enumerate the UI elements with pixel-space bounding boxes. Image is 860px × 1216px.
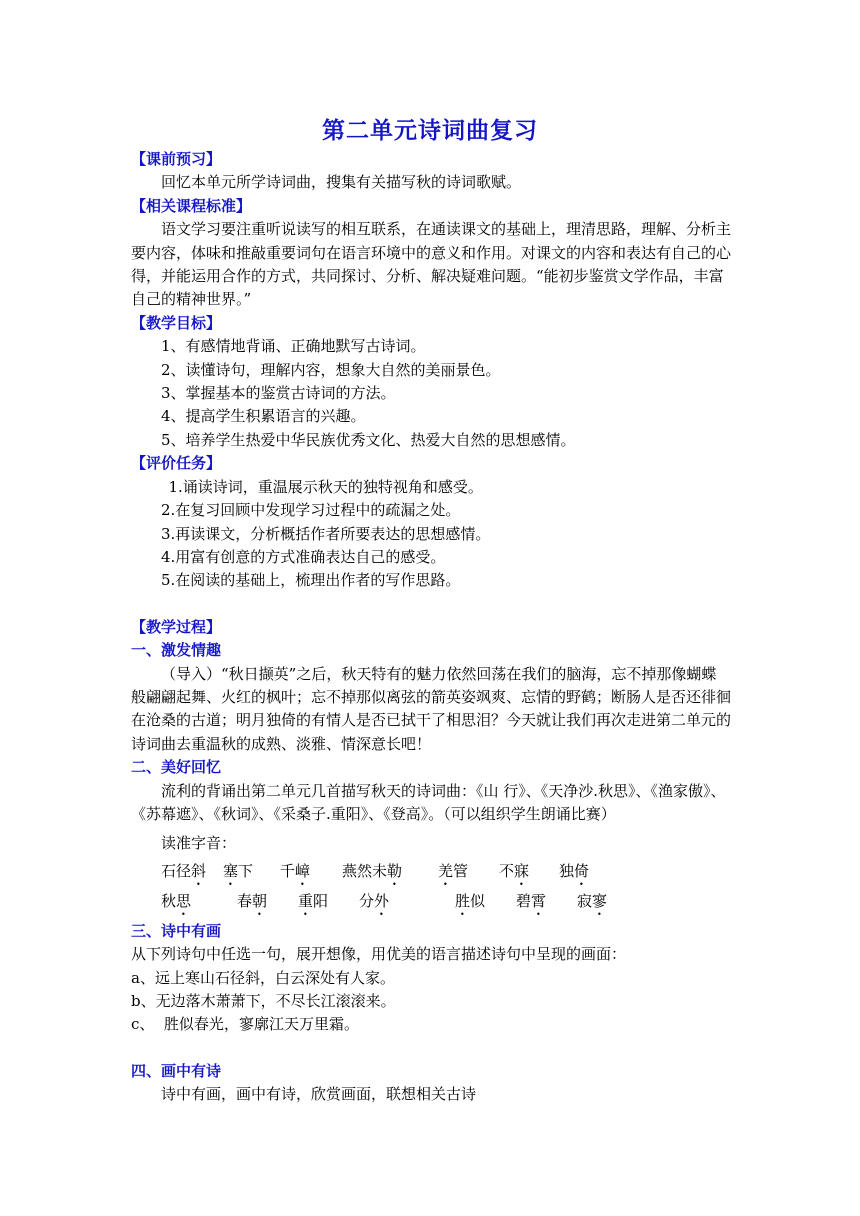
- word-cell: 碧霄: [516, 892, 547, 911]
- pronunciation-label: 读准字音：: [161, 834, 237, 853]
- document-body: [131, 148, 731, 1107]
- word-cell: 塞下: [223, 862, 254, 881]
- task-item: 1.诵读诗词，重温展示秋天的独特视角和感受。: [168, 477, 483, 496]
- word-cell: 羌管: [438, 862, 469, 881]
- heading-process: 【教学过程】: [131, 617, 222, 636]
- section-heading: 二、美好回忆: [131, 758, 222, 777]
- preview-text: 回忆本单元所学诗词曲，搜集有关描写秋的诗词歌赋。: [161, 173, 522, 192]
- word-cell: 斜: [191, 862, 207, 881]
- task-item: 5.在阅读的基础上，梳理出作者的写作思路。: [161, 571, 461, 590]
- word-cell: 秋思: [161, 892, 192, 911]
- poem-item: b、无边落木萧萧下，不尽长江滚滚来。: [131, 992, 396, 1010]
- task-item: 2.在复习回顾中发现学习过程中的疏漏之处。: [161, 501, 461, 520]
- goal-item: 1、有感情地背诵、正确地默写古诗词。: [161, 337, 426, 356]
- document-title: 第二单元诗词曲复习: [322, 118, 538, 144]
- heading-goals: 【教学目标】: [131, 313, 222, 332]
- goal-item: 4、提高学生积累语言的兴趣。: [161, 407, 366, 426]
- goal-item: 2、读懂诗句，理解内容，想象大自然的美丽景色。: [161, 360, 501, 379]
- word-cell: 春朝: [237, 892, 268, 911]
- poem-item: c、 胜似春光，寥廓江天万里霜。: [131, 1015, 359, 1034]
- heading-standard: 【相关课程标准】: [131, 196, 252, 215]
- goal-item: 3、掌握基本的鉴赏古诗词的方法。: [161, 384, 396, 403]
- task-item: 3.再读课文，分析概括作者所要表达的思想感情。: [161, 524, 491, 543]
- section-heading: 一、激发情趣: [131, 641, 222, 660]
- word-cell: 不寐: [499, 862, 530, 881]
- word-cell: 独倚: [559, 862, 590, 881]
- poem-item: a、远上寒山石径斜，白云深处有人家。: [131, 968, 395, 987]
- word-cell: 石径斜: [161, 862, 207, 881]
- word-cell: 分外: [359, 892, 390, 911]
- heading-preview: 【课前预习】: [131, 150, 222, 168]
- word-cell: 千嶂: [280, 862, 311, 881]
- section-text: （导入）“秋日撷英”之后，秋天特有的魅力依然回荡在我们的脑海，忘不掉那像蝴蝶般翩翩起舞、火红的枫叶；忘不掉那似离弦的箭英姿飒爽、忘情的野鹤；断肠人是否还徘徊在沧桑的古道；明月独倚的有情人是否已拭干了相思泪？今天就让我们再次走进第二单元的诗词曲去重温秋的成熟、淡雅、情深意长吧！: [131, 664, 732, 753]
- word-cell: 重阳: [298, 892, 329, 911]
- word-cell: 胜似: [455, 892, 486, 911]
- section-heading: 三、诗中有画: [131, 921, 222, 940]
- goal-item: 5、培养学生热爱中华民族优秀文化、热爱大自然的思想感情。: [161, 430, 576, 449]
- section-intro: 从下列诗句中任选一句，展开想像，用优美的语言描述诗句中呈现的画面：: [131, 945, 627, 964]
- word-cell: 寂寥: [577, 892, 608, 911]
- section-text: 流利的背诵出第二单元几首描写秋天的诗词曲：《山 行》、《天净沙.秋思》、《渔家傲》、《苏幕遮》、《秋词》、《采桑子.重阳》、《登高》。（可以组织学生朗诵比赛）: [131, 781, 726, 823]
- section-heading: 四、画中有诗: [131, 1061, 222, 1080]
- heading-tasks: 【评价任务】: [131, 454, 222, 473]
- pronunciation-row: [161, 860, 731, 890]
- standard-text: 语文学习要注重听说读写的相互联系，在通读课文的基础上，理清思路，理解、分析主要内容，体味和推敲重要词句在语言环境中的意义和作用。对课文的内容和表达有自己的心得，并能运用合作的方式，共同探讨、分析、解决疑难问题。“能初步鉴赏文学作品，丰富自己的精神世界。”: [131, 220, 732, 309]
- word-cell: 燕然未勒: [342, 862, 403, 881]
- task-item: 4.用富有创意的方式准确表达自己的感受。: [161, 547, 446, 566]
- pronunciation-table: [161, 860, 731, 920]
- pronunciation-row: [161, 890, 731, 920]
- section-text: 诗中有画，画中有诗，欣赏画面，联想相关古诗: [161, 1085, 477, 1104]
